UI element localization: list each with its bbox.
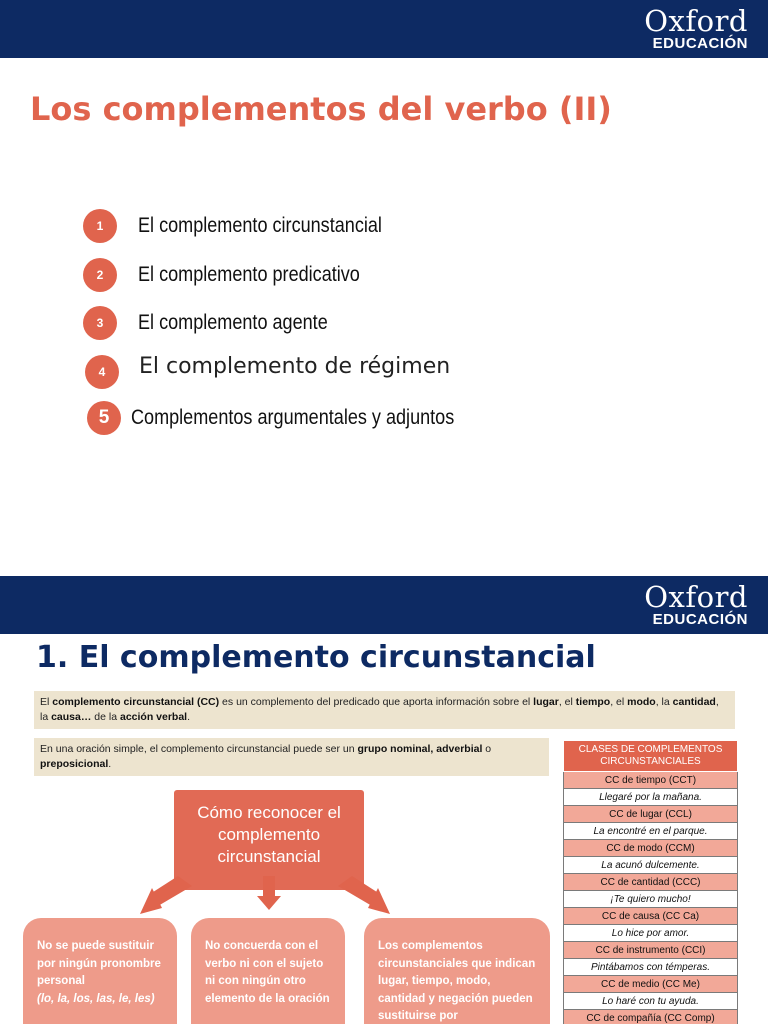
table-row: CC de cantidad (CCC): [564, 874, 738, 891]
text: El: [40, 696, 53, 708]
criterion-card-3: [364, 918, 550, 1024]
table-row: CC de medio (CC Me): [564, 976, 738, 993]
text: , la: [655, 696, 673, 708]
cc-classes-table: [563, 740, 738, 1024]
table-row: La acunó dulcemente.: [564, 857, 738, 874]
list-item-2[interactable]: [83, 258, 396, 292]
table-row: CC de modo (CCM): [564, 840, 738, 857]
number-badge: 2: [83, 258, 117, 292]
number-badge: 5: [87, 401, 121, 435]
list-item-3[interactable]: [83, 306, 359, 340]
number-badge: 3: [83, 306, 117, 340]
text: o: [482, 743, 492, 755]
definition-box: [34, 691, 735, 729]
list-item-4[interactable]: [85, 355, 450, 389]
slide-title: 1. El complemento circunstancial: [36, 640, 596, 675]
brand-name: Oxford: [644, 4, 748, 38]
number-badge: 4: [85, 355, 119, 389]
text: , la: [40, 696, 719, 723]
table-row: Pintábamos con témperas.: [564, 959, 738, 976]
text: , el: [610, 696, 628, 708]
table-row: CC de compañía (CC Comp): [564, 1010, 738, 1024]
table-row: CC de tiempo (CCT): [564, 772, 738, 789]
list-item-label: El complemento de régimen: [139, 353, 451, 379]
criterion-card-1: [23, 918, 177, 1024]
list-item-label: El complemento predicativo: [138, 263, 360, 286]
bold-term: grupo nominal, adverbial: [357, 743, 483, 755]
bold-term: acción verbal: [119, 711, 188, 723]
brand-sub: EDUCACIÓN: [652, 35, 748, 52]
number-badge: 1: [83, 209, 117, 243]
brand-name: Oxford: [644, 580, 748, 614]
list-item-label: El complemento agente: [138, 311, 328, 334]
table-row: ¡Te quiero mucho!: [564, 891, 738, 908]
arrow-right-icon: [338, 876, 390, 914]
table-row: Llegaré por la mañana.: [564, 789, 738, 806]
list-item-5[interactable]: [87, 401, 507, 435]
list-item-label: El complemento circunstancial: [138, 214, 382, 237]
table-row: Lo haré con tu ayuda.: [564, 993, 738, 1010]
arrow-down-icon: [257, 876, 281, 910]
slide-gap: [0, 540, 768, 576]
list-item-label: Complementos argumentales y adjuntos: [131, 406, 455, 429]
text: .: [108, 758, 112, 770]
bold-term: modo: [627, 696, 656, 708]
table-row: CC de instrumento (CCI): [564, 942, 738, 959]
text: En una oración simple, el complemento circunstancial puede ser un: [40, 743, 358, 755]
slide-2: [0, 576, 768, 1024]
oxford-logo: [644, 6, 748, 51]
slide-title: Los complementos del verbo (II): [30, 90, 612, 128]
header-bar: [0, 576, 768, 634]
table-row: CC de causa (CC Ca): [564, 908, 738, 925]
text: .: [187, 711, 191, 723]
table-header: CLASES DE COMPLEMENTOS CIRCUNSTANCIALES: [564, 741, 738, 772]
concept-box: Cómo reconocer el complemento circunstancial: [174, 790, 364, 890]
bold-term: causa…: [51, 711, 92, 723]
diagram-arrows: [130, 876, 410, 918]
list-item-1[interactable]: [83, 209, 422, 243]
card-text: No se puede sustituir por ningún pronombre personal: [37, 940, 161, 987]
bold-term: complemento circunstancial (CC): [52, 696, 220, 708]
text: , el: [558, 696, 576, 708]
card-extra: (lo, la, los, las, le, les): [37, 992, 155, 1005]
card-text: No concuerda con el verbo ni con el sujeto ni con ningún otro elemento de la oración: [205, 940, 330, 1005]
text: es un complemento del predicado que aporta información sobre el: [219, 696, 534, 708]
bold-term: tiempo: [575, 696, 611, 708]
table-row: La encontré en el parque.: [564, 823, 738, 840]
simple-sentence-box: [34, 738, 549, 776]
table-row: CC de lugar (CCL): [564, 806, 738, 823]
arrow-left-icon: [140, 876, 192, 914]
bold-term: preposicional: [40, 758, 109, 770]
criterion-card-2: [191, 918, 345, 1024]
table-row: Lo hice por amor.: [564, 925, 738, 942]
bold-term: lugar: [533, 696, 559, 708]
text: de la: [91, 711, 120, 723]
oxford-logo: [644, 582, 748, 627]
header-bar: [0, 0, 768, 58]
bold-term: cantidad: [672, 696, 716, 708]
brand-sub: EDUCACIÓN: [652, 611, 748, 628]
card-text: Los complementos circunstanciales que indican lugar, tiempo, modo, cantidad y negación pueden sustituirse por: [378, 940, 536, 1022]
